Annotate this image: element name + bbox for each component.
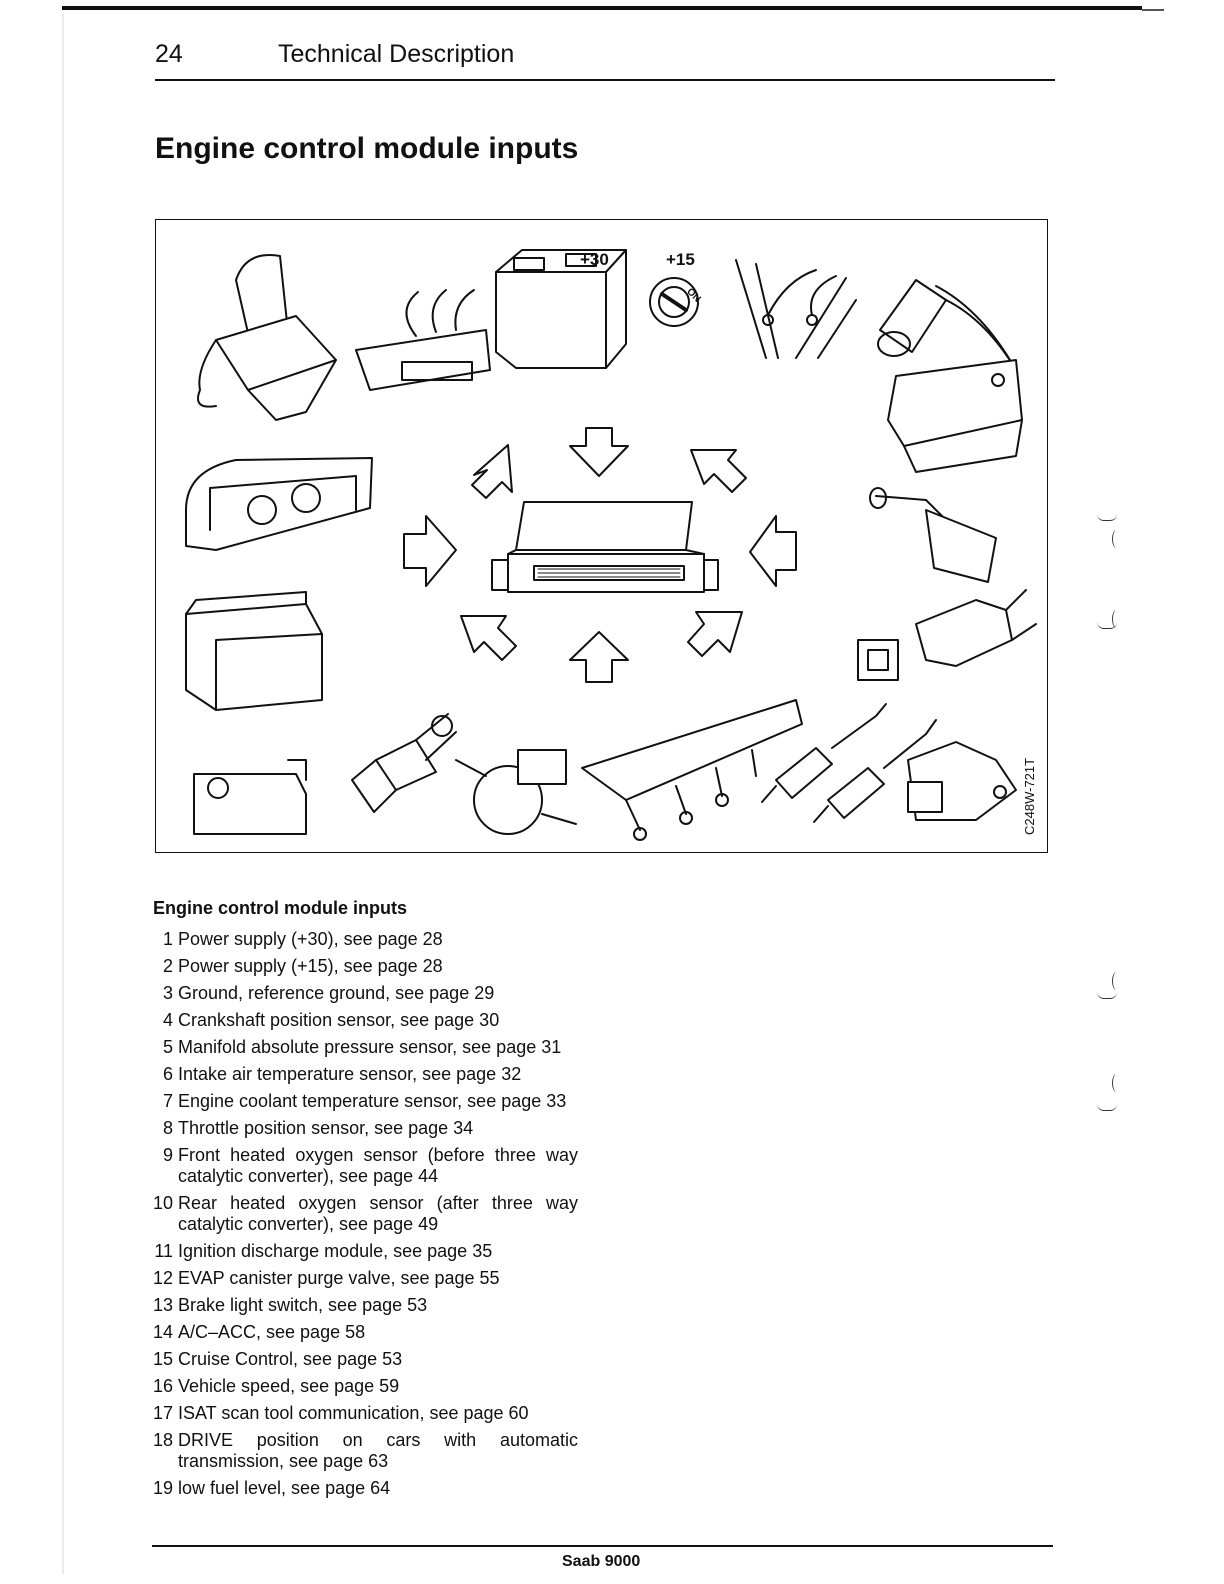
list-item-text: Ground, reference ground, see page 29 bbox=[178, 983, 495, 1003]
list-item-number: 18 bbox=[153, 1430, 174, 1450]
list-item bbox=[153, 1145, 578, 1187]
list-item-number: 10 bbox=[153, 1193, 174, 1213]
list-item-text: Power supply (+30), see page 28 bbox=[178, 929, 443, 949]
margin-mark bbox=[1097, 514, 1117, 521]
coolant-temp-sensor-drawing bbox=[858, 590, 1036, 680]
list-item-text: low fuel level, see page 64 bbox=[178, 1478, 391, 1498]
list-item-text: ISAT scan tool communication, see page 60 bbox=[178, 1403, 529, 1423]
list-item-text: DRIVE position on cars with automatic transmission, see page 63 bbox=[178, 1430, 578, 1471]
label-plus-15: +15 bbox=[666, 250, 695, 269]
list-item bbox=[153, 929, 578, 950]
list-item-number: 11 bbox=[154, 1241, 173, 1261]
list-item-text: Brake light switch, see page 53 bbox=[178, 1295, 428, 1315]
list-item-text: EVAP canister purge valve, see page 55 bbox=[178, 1268, 500, 1288]
throttle-position-sensor-drawing bbox=[908, 742, 1016, 820]
list-item-number: 7 bbox=[162, 1091, 173, 1111]
list-item bbox=[153, 1241, 578, 1262]
footer-text: Saab 9000 bbox=[562, 1553, 641, 1570]
input-arrow-top-left bbox=[472, 445, 512, 498]
ecm-inputs-figure bbox=[155, 219, 1048, 853]
page-title: Engine control module inputs bbox=[155, 132, 579, 165]
list-item-number: 19 bbox=[153, 1478, 174, 1498]
list-item-number: 15 bbox=[153, 1349, 174, 1369]
list-item-number: 3 bbox=[162, 983, 173, 1003]
top-rule bbox=[62, 6, 1142, 10]
margin-mark bbox=[1097, 1104, 1117, 1111]
relay-box-drawing bbox=[186, 592, 322, 710]
evap-purge-valve-drawing bbox=[456, 750, 576, 834]
list-item-text: Rear heated oxygen sensor (after three way catalytic converter), see page 49 bbox=[178, 1193, 578, 1234]
margin-mark bbox=[1097, 992, 1117, 999]
margin-mark bbox=[1112, 530, 1121, 548]
list-item-number: 13 bbox=[153, 1295, 174, 1315]
inputs-list bbox=[153, 929, 578, 1505]
list-item bbox=[153, 1193, 578, 1235]
top-rule-tail bbox=[1142, 9, 1164, 11]
label-plus-30: +30 bbox=[580, 250, 609, 269]
crankshaft-sensor-drawing bbox=[878, 280, 1016, 370]
list-item-text: Ignition discharge module, see page 35 bbox=[178, 1241, 493, 1261]
list-item bbox=[153, 1037, 578, 1058]
list-item-number: 12 bbox=[153, 1268, 174, 1288]
list-item-number: 4 bbox=[162, 1010, 173, 1030]
list-item-number: 5 bbox=[162, 1037, 173, 1057]
list-item-number: 16 bbox=[153, 1376, 174, 1396]
ecm-unit-drawing bbox=[492, 502, 718, 592]
footer-rule bbox=[152, 1545, 1053, 1547]
section-name: Technical Description bbox=[278, 40, 515, 68]
input-arrow-bottom-right bbox=[688, 612, 742, 656]
list-item-text: Front heated oxygen sensor (before three way catalytic converter), see page 44 bbox=[178, 1145, 578, 1186]
list-item-number: 1 bbox=[162, 929, 173, 949]
list-item-text: Intake air temperature sensor, see page 32 bbox=[178, 1064, 522, 1084]
figure-code: C248W-721T bbox=[1022, 757, 1037, 835]
page-header bbox=[155, 36, 1055, 80]
brake-light-switch-drawing bbox=[352, 714, 456, 812]
list-item bbox=[153, 956, 578, 977]
page-number: 24 bbox=[155, 40, 183, 68]
list-item bbox=[153, 1349, 578, 1370]
list-item bbox=[153, 1322, 578, 1343]
gear-selector-drawing bbox=[198, 255, 336, 420]
list-item bbox=[153, 1295, 578, 1316]
caption-heading: Engine control module inputs bbox=[153, 898, 407, 918]
scan-margin-line bbox=[62, 14, 64, 1574]
instrument-cluster-drawing bbox=[186, 458, 372, 550]
input-arrow-top-right bbox=[691, 450, 746, 492]
list-item-text: Manifold absolute pressure sensor, see page 31 bbox=[178, 1037, 562, 1057]
input-arrow-bottom bbox=[570, 632, 628, 682]
list-item-number: 9 bbox=[162, 1145, 173, 1165]
list-item bbox=[153, 1403, 578, 1424]
list-item bbox=[153, 1091, 578, 1112]
wiring-connector-drawing bbox=[356, 290, 490, 390]
list-item bbox=[153, 1376, 578, 1397]
list-item-number: 8 bbox=[162, 1118, 173, 1138]
header-rule bbox=[155, 79, 1055, 81]
list-item bbox=[153, 1010, 578, 1031]
margin-mark bbox=[1112, 610, 1121, 628]
input-arrow-right bbox=[750, 516, 796, 586]
input-arrow-bottom-left bbox=[461, 616, 516, 660]
list-item-number: 2 bbox=[162, 956, 173, 976]
list-item bbox=[153, 1064, 578, 1085]
list-item bbox=[153, 1430, 578, 1472]
list-item bbox=[153, 983, 578, 1004]
ignition-switch-drawing bbox=[650, 278, 698, 326]
ignition-cassette-drawing bbox=[582, 700, 802, 840]
margin-mark bbox=[1112, 1074, 1121, 1092]
list-item bbox=[153, 1478, 578, 1499]
list-item-text: Power supply (+15), see page 28 bbox=[178, 956, 443, 976]
list-item-number: 17 bbox=[153, 1403, 174, 1423]
input-arrow-left bbox=[404, 516, 456, 586]
list-item-text: Cruise Control, see page 53 bbox=[178, 1349, 403, 1369]
list-item bbox=[153, 1268, 578, 1289]
list-item-text: A/C–ACC, see page 58 bbox=[178, 1322, 366, 1342]
intake-air-temp-sensor-drawing bbox=[870, 488, 996, 582]
list-item-text: Engine coolant temperature sensor, see page 33 bbox=[178, 1091, 567, 1111]
input-arrow-top bbox=[570, 428, 628, 476]
list-item-text: Throttle position sensor, see page 34 bbox=[178, 1118, 474, 1138]
ground-connection-drawing bbox=[736, 260, 856, 358]
list-item-text: Crankshaft position sensor, see page 30 bbox=[178, 1010, 500, 1030]
map-sensor-drawing bbox=[888, 360, 1022, 472]
margin-mark bbox=[1112, 972, 1121, 990]
list-item-number: 6 bbox=[162, 1064, 173, 1084]
list-item-text: Vehicle speed, see page 59 bbox=[178, 1376, 400, 1396]
ignition-module-drawing bbox=[194, 760, 306, 834]
list-item bbox=[153, 1118, 578, 1139]
label-on: ON bbox=[684, 286, 703, 305]
list-item-number: 14 bbox=[153, 1322, 174, 1342]
